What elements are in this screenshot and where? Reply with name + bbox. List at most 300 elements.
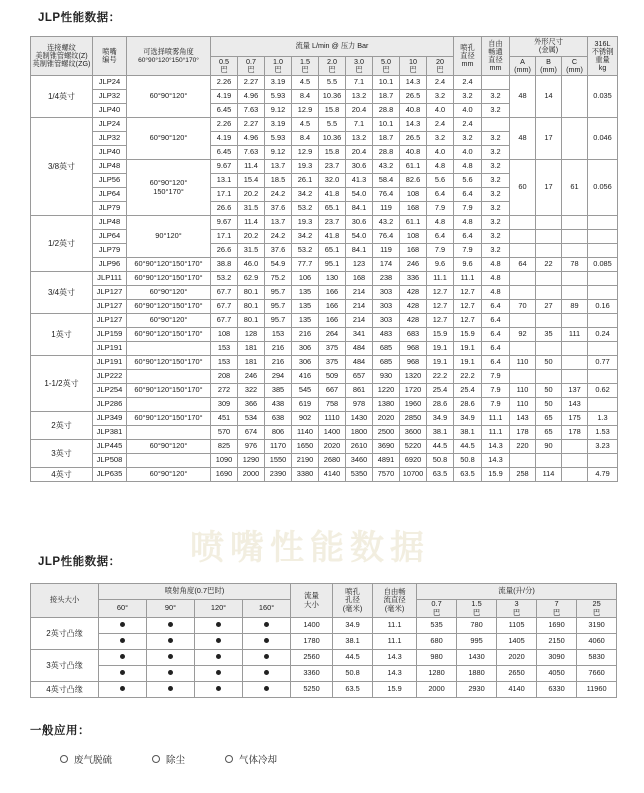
flow-cell: 3.19 — [265, 118, 292, 132]
flow-cell: 28.8 — [373, 146, 400, 160]
weight: 0.085 — [588, 258, 618, 272]
flow-cell: 54.9 — [265, 258, 292, 272]
flow-cell: 95.1 — [319, 258, 346, 272]
flow-cell: 108 — [400, 230, 427, 244]
flow-cell: 25.4 — [427, 384, 454, 398]
flow-cell: 1430 — [346, 412, 373, 426]
flow-cell: 77.7 — [292, 258, 319, 272]
weight — [588, 342, 618, 356]
free-pass: 11.1 — [373, 634, 417, 650]
flow-cell: 46.0 — [238, 258, 265, 272]
th-pressure-3: 1.5 巴 — [292, 56, 319, 76]
dim-c: 89 — [562, 300, 588, 314]
flow-cell: 968 — [400, 356, 427, 370]
orifice: 63.5 — [454, 468, 482, 482]
free-pass: 3.2 — [482, 230, 510, 244]
applications-list — [60, 752, 317, 766]
spray-angle — [127, 398, 211, 412]
flow-cell: 968 — [400, 342, 427, 356]
free-pass: 14.3 — [482, 454, 510, 468]
flow-cell: 13.1 — [211, 174, 238, 188]
th2-angle-0: 60° — [99, 600, 147, 618]
flow-cell: 216 — [265, 356, 292, 370]
nozzle-no: JLP32 — [93, 132, 127, 146]
spray-angle: 60°90°120°150°170° — [127, 356, 211, 370]
dim-c — [562, 216, 588, 230]
spray-angle: 60°90°120° — [127, 314, 211, 328]
table-row — [31, 328, 618, 342]
dim-b: 50 — [536, 384, 562, 398]
weight — [588, 314, 618, 328]
flow-cell: 2150 — [537, 634, 577, 650]
flow-cell: 2.4 — [427, 118, 454, 132]
bullet-icon — [152, 755, 160, 763]
flow-cell: 2020 — [319, 440, 346, 454]
table-row — [31, 666, 617, 682]
flow-cell: 20.2 — [238, 230, 265, 244]
flow-cell: 10.36 — [319, 90, 346, 104]
flow-cell: 58.4 — [373, 174, 400, 188]
dim-a — [510, 216, 536, 230]
dim-a: 258 — [510, 468, 536, 482]
th-thread: 连接螺纹 美制锥管螺纹(Z) 英制锥管螺纹(ZG) — [31, 37, 93, 76]
dim-a: 110 — [510, 384, 536, 398]
flow-cell: 4.19 — [211, 132, 238, 146]
flow-cell: 18.7 — [373, 132, 400, 146]
flow-cell: 40.8 — [400, 146, 427, 160]
free-pass: 3.2 — [482, 132, 510, 146]
dim-a — [510, 230, 536, 244]
flow-cell: 7.1 — [346, 76, 373, 90]
flow-cell: 13.2 — [346, 90, 373, 104]
spray-angle: 60°90°120°150°170° — [127, 272, 211, 286]
orifice: 4.0 — [454, 146, 482, 160]
flow-cell: 13.7 — [265, 216, 292, 230]
flow-cell: 9.12 — [265, 104, 292, 118]
flow-cell: 680 — [417, 634, 457, 650]
flow-cell: 76.4 — [373, 230, 400, 244]
flow-cell: 15.4 — [238, 174, 265, 188]
dim-c — [562, 342, 588, 356]
angle-cell — [147, 618, 195, 634]
free-pass: 11.1 — [482, 412, 510, 426]
flow-cell: 32.0 — [319, 174, 346, 188]
flow-cell: 30.6 — [346, 216, 373, 230]
flow-cell: 26.6 — [211, 244, 238, 258]
flow-cell: 375 — [319, 342, 346, 356]
flow-cell: 166 — [319, 314, 346, 328]
flow-cell: 63.5 — [427, 468, 454, 482]
flow-cell: 13.7 — [265, 160, 292, 174]
flow-size: 3360 — [291, 666, 333, 682]
flow-cell: 1405 — [497, 634, 537, 650]
nozzle-no: JLP48 — [93, 216, 127, 230]
flow-cell: 9.67 — [211, 160, 238, 174]
dim-b: 65 — [536, 426, 562, 440]
flow-cell: 37.6 — [265, 202, 292, 216]
flow-cell: 272 — [211, 384, 238, 398]
dim-b — [536, 314, 562, 328]
th-pressure-4: 2.0 巴 — [319, 56, 346, 76]
angle-cell — [147, 634, 195, 650]
flow-cell: 509 — [319, 370, 346, 384]
th-angles: 可选择喷雾角度 60°90°120°150°170° — [127, 37, 211, 76]
free-pass: 7.9 — [482, 384, 510, 398]
flow-cell: 9.6 — [427, 258, 454, 272]
angle-cell — [243, 634, 291, 650]
flow-cell: 15.8 — [319, 146, 346, 160]
flow-cell: 5.5 — [319, 76, 346, 90]
table-row — [31, 342, 618, 356]
dim-c — [562, 356, 588, 370]
flow-cell: 4.5 — [292, 118, 319, 132]
spray-angle: 90°120° — [127, 216, 211, 258]
angle-cell — [243, 650, 291, 666]
flow-cell: 685 — [373, 342, 400, 356]
flow-cell: 1960 — [400, 398, 427, 412]
orifice: 15.9 — [454, 328, 482, 342]
dot-marker — [264, 622, 269, 627]
flow-cell: 1880 — [457, 666, 497, 682]
flow-cell: 303 — [373, 314, 400, 328]
flow-cell: 428 — [400, 286, 427, 300]
dot-marker — [264, 670, 269, 675]
flow-cell: 26.5 — [400, 132, 427, 146]
th2-angle-2: 120° — [195, 600, 243, 618]
flow-cell: 17.1 — [211, 230, 238, 244]
dim-b — [536, 286, 562, 300]
row-size: 1英寸 — [31, 314, 93, 356]
flow-cell: 22.2 — [427, 370, 454, 384]
flow-cell: 902 — [292, 412, 319, 426]
flow-cell: 683 — [400, 328, 427, 342]
orifice: 38.1 — [333, 634, 373, 650]
free-pass: 7.9 — [482, 370, 510, 384]
flow-cell: 26.1 — [292, 174, 319, 188]
table-row — [31, 258, 618, 272]
angle-cell — [99, 666, 147, 682]
table-row — [31, 384, 618, 398]
dim-b: 17 — [536, 160, 562, 216]
dim-b: 22 — [536, 258, 562, 272]
orifice: 34.9 — [454, 412, 482, 426]
table-row — [31, 370, 618, 384]
flow-cell: 238 — [373, 272, 400, 286]
flow-cell: 5830 — [577, 650, 617, 666]
table2-title: JLP性能数据： — [38, 556, 121, 568]
angle-cell — [243, 666, 291, 682]
flow-cell: 806 — [265, 426, 292, 440]
table-row — [31, 300, 618, 314]
dim-a: 70 — [510, 300, 536, 314]
table-row — [31, 244, 618, 258]
free-pass: 6.4 — [482, 356, 510, 370]
nozzle-no: JLP127 — [93, 314, 127, 328]
th2-size: 接头大小 — [31, 584, 99, 618]
dim-a — [510, 244, 536, 258]
flow-cell: 2500 — [373, 426, 400, 440]
flow-cell: 80.1 — [238, 300, 265, 314]
orifice: 4.8 — [454, 160, 482, 174]
dot-marker — [120, 654, 125, 659]
row-size: 4英寸 — [31, 468, 93, 482]
flow-cell: 1090 — [211, 454, 238, 468]
flow-cell: 1430 — [457, 650, 497, 666]
flow-cell: 11.1 — [427, 272, 454, 286]
row-size: 3英寸 — [31, 440, 93, 468]
flow-cell: 1105 — [497, 618, 537, 634]
flow-cell: 50.8 — [427, 454, 454, 468]
flow-cell: 214 — [346, 300, 373, 314]
flow-cell: 1800 — [346, 426, 373, 440]
flow-cell: 54.0 — [346, 230, 373, 244]
spray-angle — [127, 454, 211, 468]
flow-cell: 341 — [346, 328, 373, 342]
angle-cell — [195, 618, 243, 634]
bullet-icon — [60, 755, 68, 763]
flow-cell: 1380 — [373, 398, 400, 412]
flow-cell: 1650 — [292, 440, 319, 454]
orifice: 12.7 — [454, 314, 482, 328]
flow-cell: 758 — [319, 398, 346, 412]
flow-cell: 41.8 — [319, 188, 346, 202]
th-nozzle-no: 喷嘴 编号 — [93, 37, 127, 76]
flow-cell: 61.1 — [400, 160, 427, 174]
flow-cell: 62.9 — [238, 272, 265, 286]
dot-marker — [264, 686, 269, 691]
dim-c — [562, 454, 588, 468]
orifice: 50.8 — [454, 454, 482, 468]
flow-cell: 28.6 — [427, 398, 454, 412]
flow-cell: 9.67 — [211, 216, 238, 230]
dim-c: 178 — [562, 426, 588, 440]
flow-cell: 3.2 — [427, 90, 454, 104]
flow-cell: 34.2 — [292, 230, 319, 244]
flow-cell: 2020 — [373, 412, 400, 426]
dot-marker — [120, 686, 125, 691]
orifice: 7.9 — [454, 244, 482, 258]
flow-cell: 4.96 — [238, 90, 265, 104]
watermark: 喷嘴性能数据 — [190, 529, 430, 567]
flow-cell: 4.5 — [292, 76, 319, 90]
flow-cell: 181 — [238, 342, 265, 356]
nozzle-no: JLP349 — [93, 412, 127, 426]
flow-size: 5250 — [291, 682, 333, 698]
flow-cell: 483 — [373, 328, 400, 342]
dim-b — [536, 230, 562, 244]
dim-a — [510, 342, 536, 356]
table-row — [31, 216, 618, 230]
flow-cell: 484 — [346, 342, 373, 356]
flow-cell: 12.7 — [427, 300, 454, 314]
flow-cell: 10700 — [400, 468, 427, 482]
th-flow: 流量 L/min @ 压力 Bar — [211, 37, 454, 57]
weight: 4.79 — [588, 468, 618, 482]
dim-b: 114 — [536, 468, 562, 482]
weight: 0.77 — [588, 356, 618, 370]
free-pass: 4.8 — [482, 258, 510, 272]
flow-cell: 41.3 — [346, 174, 373, 188]
flow-cell: 34.2 — [292, 188, 319, 202]
flow-cell: 428 — [400, 300, 427, 314]
dim-a — [510, 370, 536, 384]
flow-cell: 11.4 — [238, 160, 265, 174]
th2-pressure-1: 1.5 巴 — [457, 600, 497, 618]
flow-cell: 2.4 — [427, 76, 454, 90]
flow-cell: 181 — [238, 356, 265, 370]
spray-angle: 60°90°120° — [127, 118, 211, 160]
flow-cell: 246 — [400, 258, 427, 272]
orifice: 63.5 — [333, 682, 373, 698]
nozzle-no: JLP222 — [93, 370, 127, 384]
orifice: 50.8 — [333, 666, 373, 682]
flow-cell: 3600 — [400, 426, 427, 440]
flow-cell: 23.7 — [319, 160, 346, 174]
weight: 0.24 — [588, 328, 618, 342]
orifice: 6.4 — [454, 230, 482, 244]
flow-cell: 4.96 — [238, 132, 265, 146]
flow-cell: 428 — [400, 314, 427, 328]
dim-c — [562, 244, 588, 258]
dim-a: 64 — [510, 258, 536, 272]
flow-cell: 2190 — [292, 454, 319, 468]
dim-b: 65 — [536, 412, 562, 426]
flow-cell: 2.27 — [238, 76, 265, 90]
th2-flow: 流量(升/分) — [417, 584, 617, 600]
angle-cell — [99, 634, 147, 650]
flow-cell: 336 — [400, 272, 427, 286]
flow-cell: 43.2 — [373, 216, 400, 230]
application-label: 除尘 — [166, 755, 186, 766]
flow-cell: 18.7 — [373, 90, 400, 104]
free-pass: 14.3 — [373, 650, 417, 666]
flow-cell: 3.2 — [427, 132, 454, 146]
orifice: 7.9 — [454, 202, 482, 216]
dim-c: 137 — [562, 384, 588, 398]
flow-cell: 3.19 — [265, 76, 292, 90]
free-pass: 3.2 — [482, 174, 510, 188]
free-pass: 4.8 — [482, 286, 510, 300]
flow-cell: 1550 — [265, 454, 292, 468]
flow-cell: 53.2 — [211, 272, 238, 286]
orifice: 11.1 — [454, 272, 482, 286]
flow-cell: 15.9 — [427, 328, 454, 342]
flow-cell: 7.63 — [238, 104, 265, 118]
flow-cell: 119 — [373, 202, 400, 216]
table-row — [31, 76, 618, 90]
nozzle-no: JLP508 — [93, 454, 127, 468]
dim-c — [562, 468, 588, 482]
dot-marker — [120, 638, 125, 643]
application-item-1 — [152, 752, 185, 766]
flow-cell: 67.7 — [211, 300, 238, 314]
table-row — [31, 230, 618, 244]
table-row — [31, 272, 618, 286]
flow-cell: 1290 — [238, 454, 265, 468]
th2-pressure-4: 25 巴 — [577, 600, 617, 618]
flow-cell: 19.1 — [427, 342, 454, 356]
flow-cell: 3690 — [373, 440, 400, 454]
row-size: 1/4英寸 — [31, 76, 93, 118]
angle-cell — [195, 666, 243, 682]
flow-cell: 23.7 — [319, 216, 346, 230]
flow-cell: 6.45 — [211, 146, 238, 160]
row-size: 2英寸 — [31, 412, 93, 440]
th-pressure-8: 20 巴 — [427, 56, 454, 76]
flow-cell: 135 — [292, 286, 319, 300]
flow-cell: 20.2 — [238, 188, 265, 202]
flow-cell: 2610 — [346, 440, 373, 454]
flow-size: 1400 — [291, 618, 333, 634]
free-pass: 7.9 — [482, 398, 510, 412]
angle-cell — [243, 618, 291, 634]
flow-cell: 108 — [211, 328, 238, 342]
table-row — [31, 160, 618, 174]
flow-cell: 7570 — [373, 468, 400, 482]
dim-a: 48 — [510, 76, 536, 118]
performance-table-2 — [30, 583, 617, 698]
flow-cell: 1690 — [211, 468, 238, 482]
flow-cell: 1280 — [417, 666, 457, 682]
flow-cell: 38.1 — [427, 426, 454, 440]
flow-cell: 41.8 — [319, 230, 346, 244]
flow-cell: 8.4 — [292, 132, 319, 146]
flow-cell: 44.5 — [427, 440, 454, 454]
th2-flow-size: 流量 大小 — [291, 584, 333, 618]
weight — [588, 454, 618, 468]
dim-a — [510, 454, 536, 468]
dim-b: 50 — [536, 356, 562, 370]
flow-cell: 4.8 — [427, 216, 454, 230]
flow-cell: 61.1 — [400, 216, 427, 230]
dim-b — [536, 454, 562, 468]
table-row — [31, 356, 618, 370]
flow-cell: 14.3 — [400, 76, 427, 90]
th2-orifice: 喷孔 孔径 (毫米) — [333, 584, 373, 618]
flow-cell: 1170 — [265, 440, 292, 454]
dot-marker — [264, 638, 269, 643]
th-pressure-1: 0.7 巴 — [238, 56, 265, 76]
table-row — [31, 682, 617, 698]
free-pass: 6.4 — [482, 300, 510, 314]
flow-cell: 123 — [346, 258, 373, 272]
flow-cell: 375 — [319, 356, 346, 370]
row-size: 1-1/2英寸 — [31, 356, 93, 412]
flow-cell: 685 — [373, 356, 400, 370]
flow-cell: 24.2 — [265, 230, 292, 244]
flow-cell: 2000 — [417, 682, 457, 698]
flow-cell: 5.6 — [427, 174, 454, 188]
th2-free: 自由畅 流直径 (毫米) — [373, 584, 417, 618]
orifice: 9.6 — [454, 258, 482, 272]
flow-cell: 861 — [346, 384, 373, 398]
orifice: 2.4 — [454, 118, 482, 132]
orifice: 34.9 — [333, 618, 373, 634]
flow-cell: 484 — [346, 356, 373, 370]
row-size: 1/2英寸 — [31, 216, 93, 272]
flow-cell: 6330 — [537, 682, 577, 698]
th-pressure-7: 10 巴 — [400, 56, 427, 76]
orifice: 38.1 — [454, 426, 482, 440]
orifice: 12.7 — [454, 286, 482, 300]
flow-cell: 3090 — [537, 650, 577, 666]
orifice: 3.2 — [454, 90, 482, 104]
application-label: 气体冷却 — [239, 755, 278, 766]
dim-a: 220 — [510, 440, 536, 454]
dim-a — [510, 286, 536, 300]
dim-a — [510, 272, 536, 286]
flow-cell: 80.1 — [238, 286, 265, 300]
